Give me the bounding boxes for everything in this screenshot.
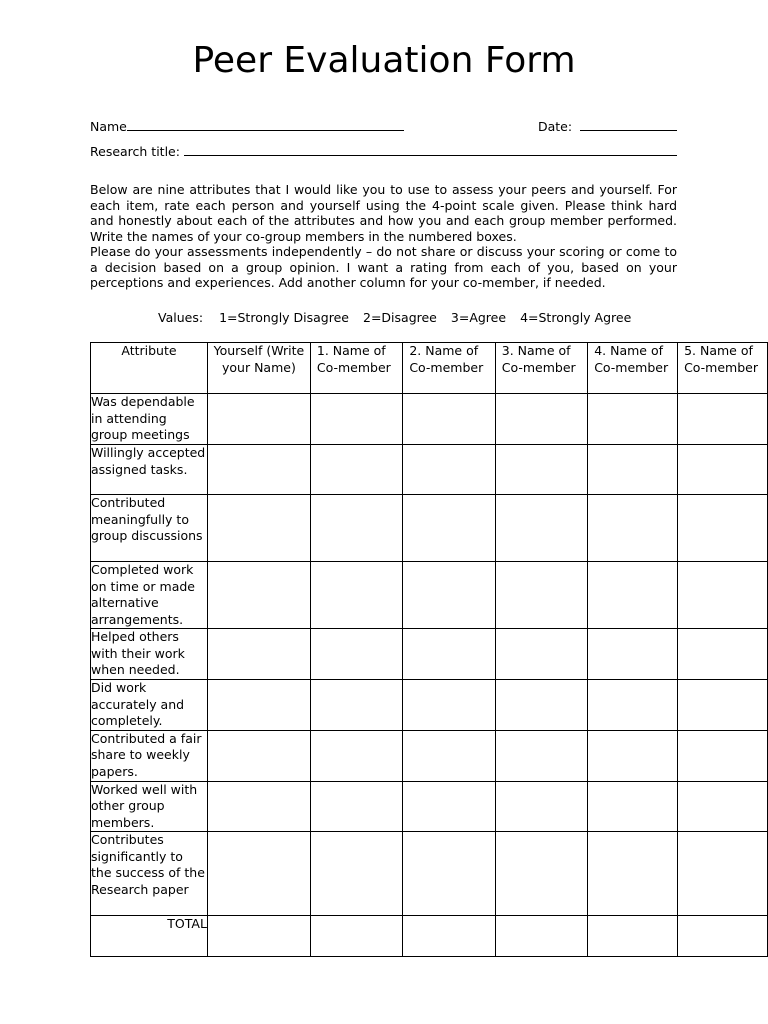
member-rating-cell[interactable] [403, 629, 495, 680]
member-rating-cell[interactable] [678, 562, 768, 629]
table-row [91, 730, 768, 781]
member-rating-cell[interactable] [403, 562, 495, 629]
member-rating-cell[interactable] [403, 730, 495, 781]
attribute-cell: Was dependable in attending group meetings [91, 394, 208, 445]
member-rating-cell[interactable] [403, 495, 495, 562]
member-header-2: 2. Name of Co-member [403, 343, 495, 394]
yourself-rating-cell[interactable] [207, 394, 310, 445]
value-3: 3=Agree [450, 310, 507, 325]
name-label: Name [90, 119, 127, 134]
member-rating-cell[interactable] [495, 562, 587, 629]
member-rating-cell[interactable] [495, 629, 587, 680]
yourself-rating-cell[interactable] [207, 730, 310, 781]
member-rating-cell[interactable] [588, 680, 678, 731]
total-cell[interactable] [207, 916, 310, 957]
yourself-rating-cell[interactable] [207, 495, 310, 562]
table-row [91, 562, 768, 629]
member-header-1: 1. Name of Co-member [310, 343, 402, 394]
name-blank[interactable] [127, 117, 404, 131]
member-rating-cell[interactable] [495, 832, 587, 916]
member-rating-cell[interactable] [678, 445, 768, 495]
attribute-cell: Willingly accepted assigned tasks. [91, 445, 208, 495]
member-rating-cell[interactable] [310, 629, 402, 680]
total-label: TOTAL [91, 916, 208, 957]
header-row [91, 343, 768, 394]
member-rating-cell[interactable] [403, 445, 495, 495]
attribute-cell: Worked well with other group members. [91, 781, 208, 832]
member-rating-cell[interactable] [495, 781, 587, 832]
member-rating-cell[interactable] [588, 781, 678, 832]
total-cell[interactable] [310, 916, 402, 957]
member-rating-cell[interactable] [310, 394, 402, 445]
member-rating-cell[interactable] [588, 730, 678, 781]
attribute-cell: Did work accurately and completely. [91, 680, 208, 731]
member-rating-cell[interactable] [310, 495, 402, 562]
table-row [91, 445, 768, 495]
member-header-3: 3. Name of Co-member [495, 343, 587, 394]
yourself-rating-cell[interactable] [207, 832, 310, 916]
rating-scale [158, 310, 645, 325]
table-row [91, 495, 768, 562]
yourself-header: Yourself (Write your Name) [207, 343, 310, 394]
member-header-4: 4. Name of Co-member [588, 343, 678, 394]
member-rating-cell[interactable] [678, 730, 768, 781]
member-rating-cell[interactable] [678, 832, 768, 916]
evaluation-table [90, 342, 768, 957]
member-rating-cell[interactable] [588, 832, 678, 916]
member-rating-cell[interactable] [310, 730, 402, 781]
member-rating-cell[interactable] [678, 495, 768, 562]
date-field[interactable] [538, 117, 677, 134]
attribute-cell: Contributed meaningfully to group discussions [91, 495, 208, 562]
instructions-paragraph-2: Please do your assessments independently – do not share or discuss your scoring or come to a decision based on a group opinion. I want a rating from each of you, based on your perceptions and experiences. Add another column for your co-member, if needed. [90, 244, 677, 290]
yourself-rating-cell[interactable] [207, 445, 310, 495]
member-rating-cell[interactable] [495, 730, 587, 781]
member-rating-cell[interactable] [403, 680, 495, 731]
date-label: Date: [538, 119, 573, 134]
member-rating-cell[interactable] [495, 495, 587, 562]
instructions-paragraph-1: Below are nine attributes that I would like you to use to assess your peers and yourself. For each item, rate each person and yourself using the 4-point scale given. Please think hard and honestly about each of the attributes and how you and each group member performed. Write the names of your co-group members in the numbered boxes. [90, 182, 677, 244]
value-2: 2=Disagree [363, 310, 437, 325]
member-rating-cell[interactable] [403, 394, 495, 445]
value-1: 1=Strongly Disagree [219, 310, 349, 325]
member-header-5: 5. Name of Co-member [678, 343, 768, 394]
attribute-cell: Completed work on time or made alternative arrangements. [91, 562, 208, 629]
attribute-header: Attribute [91, 343, 208, 394]
member-rating-cell[interactable] [678, 781, 768, 832]
member-rating-cell[interactable] [588, 629, 678, 680]
total-row [91, 916, 768, 957]
member-rating-cell[interactable] [588, 445, 678, 495]
instructions [90, 182, 677, 291]
member-rating-cell[interactable] [310, 562, 402, 629]
attribute-cell: Contributed a fair share to weekly papers. [91, 730, 208, 781]
member-rating-cell[interactable] [678, 629, 768, 680]
table-row [91, 832, 768, 916]
attribute-cell: Contributes significantly to the success of the Research paper [91, 832, 208, 916]
member-rating-cell[interactable] [588, 495, 678, 562]
table-row [91, 781, 768, 832]
form-title: Peer Evaluation Form [192, 40, 576, 81]
yourself-rating-cell[interactable] [207, 680, 310, 731]
member-rating-cell[interactable] [678, 680, 768, 731]
total-cell[interactable] [495, 916, 587, 957]
research-title-field[interactable] [90, 142, 677, 159]
values-label: Values: [158, 310, 204, 325]
member-rating-cell[interactable] [495, 394, 587, 445]
name-field[interactable] [90, 117, 404, 134]
value-4: 4=Strongly Agree [520, 310, 632, 325]
member-rating-cell[interactable] [588, 394, 678, 445]
member-rating-cell[interactable] [588, 562, 678, 629]
date-blank[interactable] [580, 117, 677, 131]
yourself-rating-cell[interactable] [207, 629, 310, 680]
yourself-rating-cell[interactable] [207, 781, 310, 832]
member-rating-cell[interactable] [403, 781, 495, 832]
research-title-label: Research title: [90, 144, 180, 159]
total-cell[interactable] [403, 916, 495, 957]
member-rating-cell[interactable] [310, 781, 402, 832]
table-row [91, 629, 768, 680]
yourself-rating-cell[interactable] [207, 562, 310, 629]
research-title-blank[interactable] [184, 142, 677, 156]
total-cell[interactable] [588, 916, 678, 957]
table-row [91, 680, 768, 731]
member-rating-cell[interactable] [678, 394, 768, 445]
member-rating-cell[interactable] [310, 680, 402, 731]
table-row [91, 394, 768, 445]
attribute-cell: Helped others with their work when needed. [91, 629, 208, 680]
member-rating-cell[interactable] [310, 445, 402, 495]
member-rating-cell[interactable] [403, 832, 495, 916]
member-rating-cell[interactable] [310, 832, 402, 916]
member-rating-cell[interactable] [495, 680, 587, 731]
total-cell[interactable] [678, 916, 768, 957]
member-rating-cell[interactable] [495, 445, 587, 495]
